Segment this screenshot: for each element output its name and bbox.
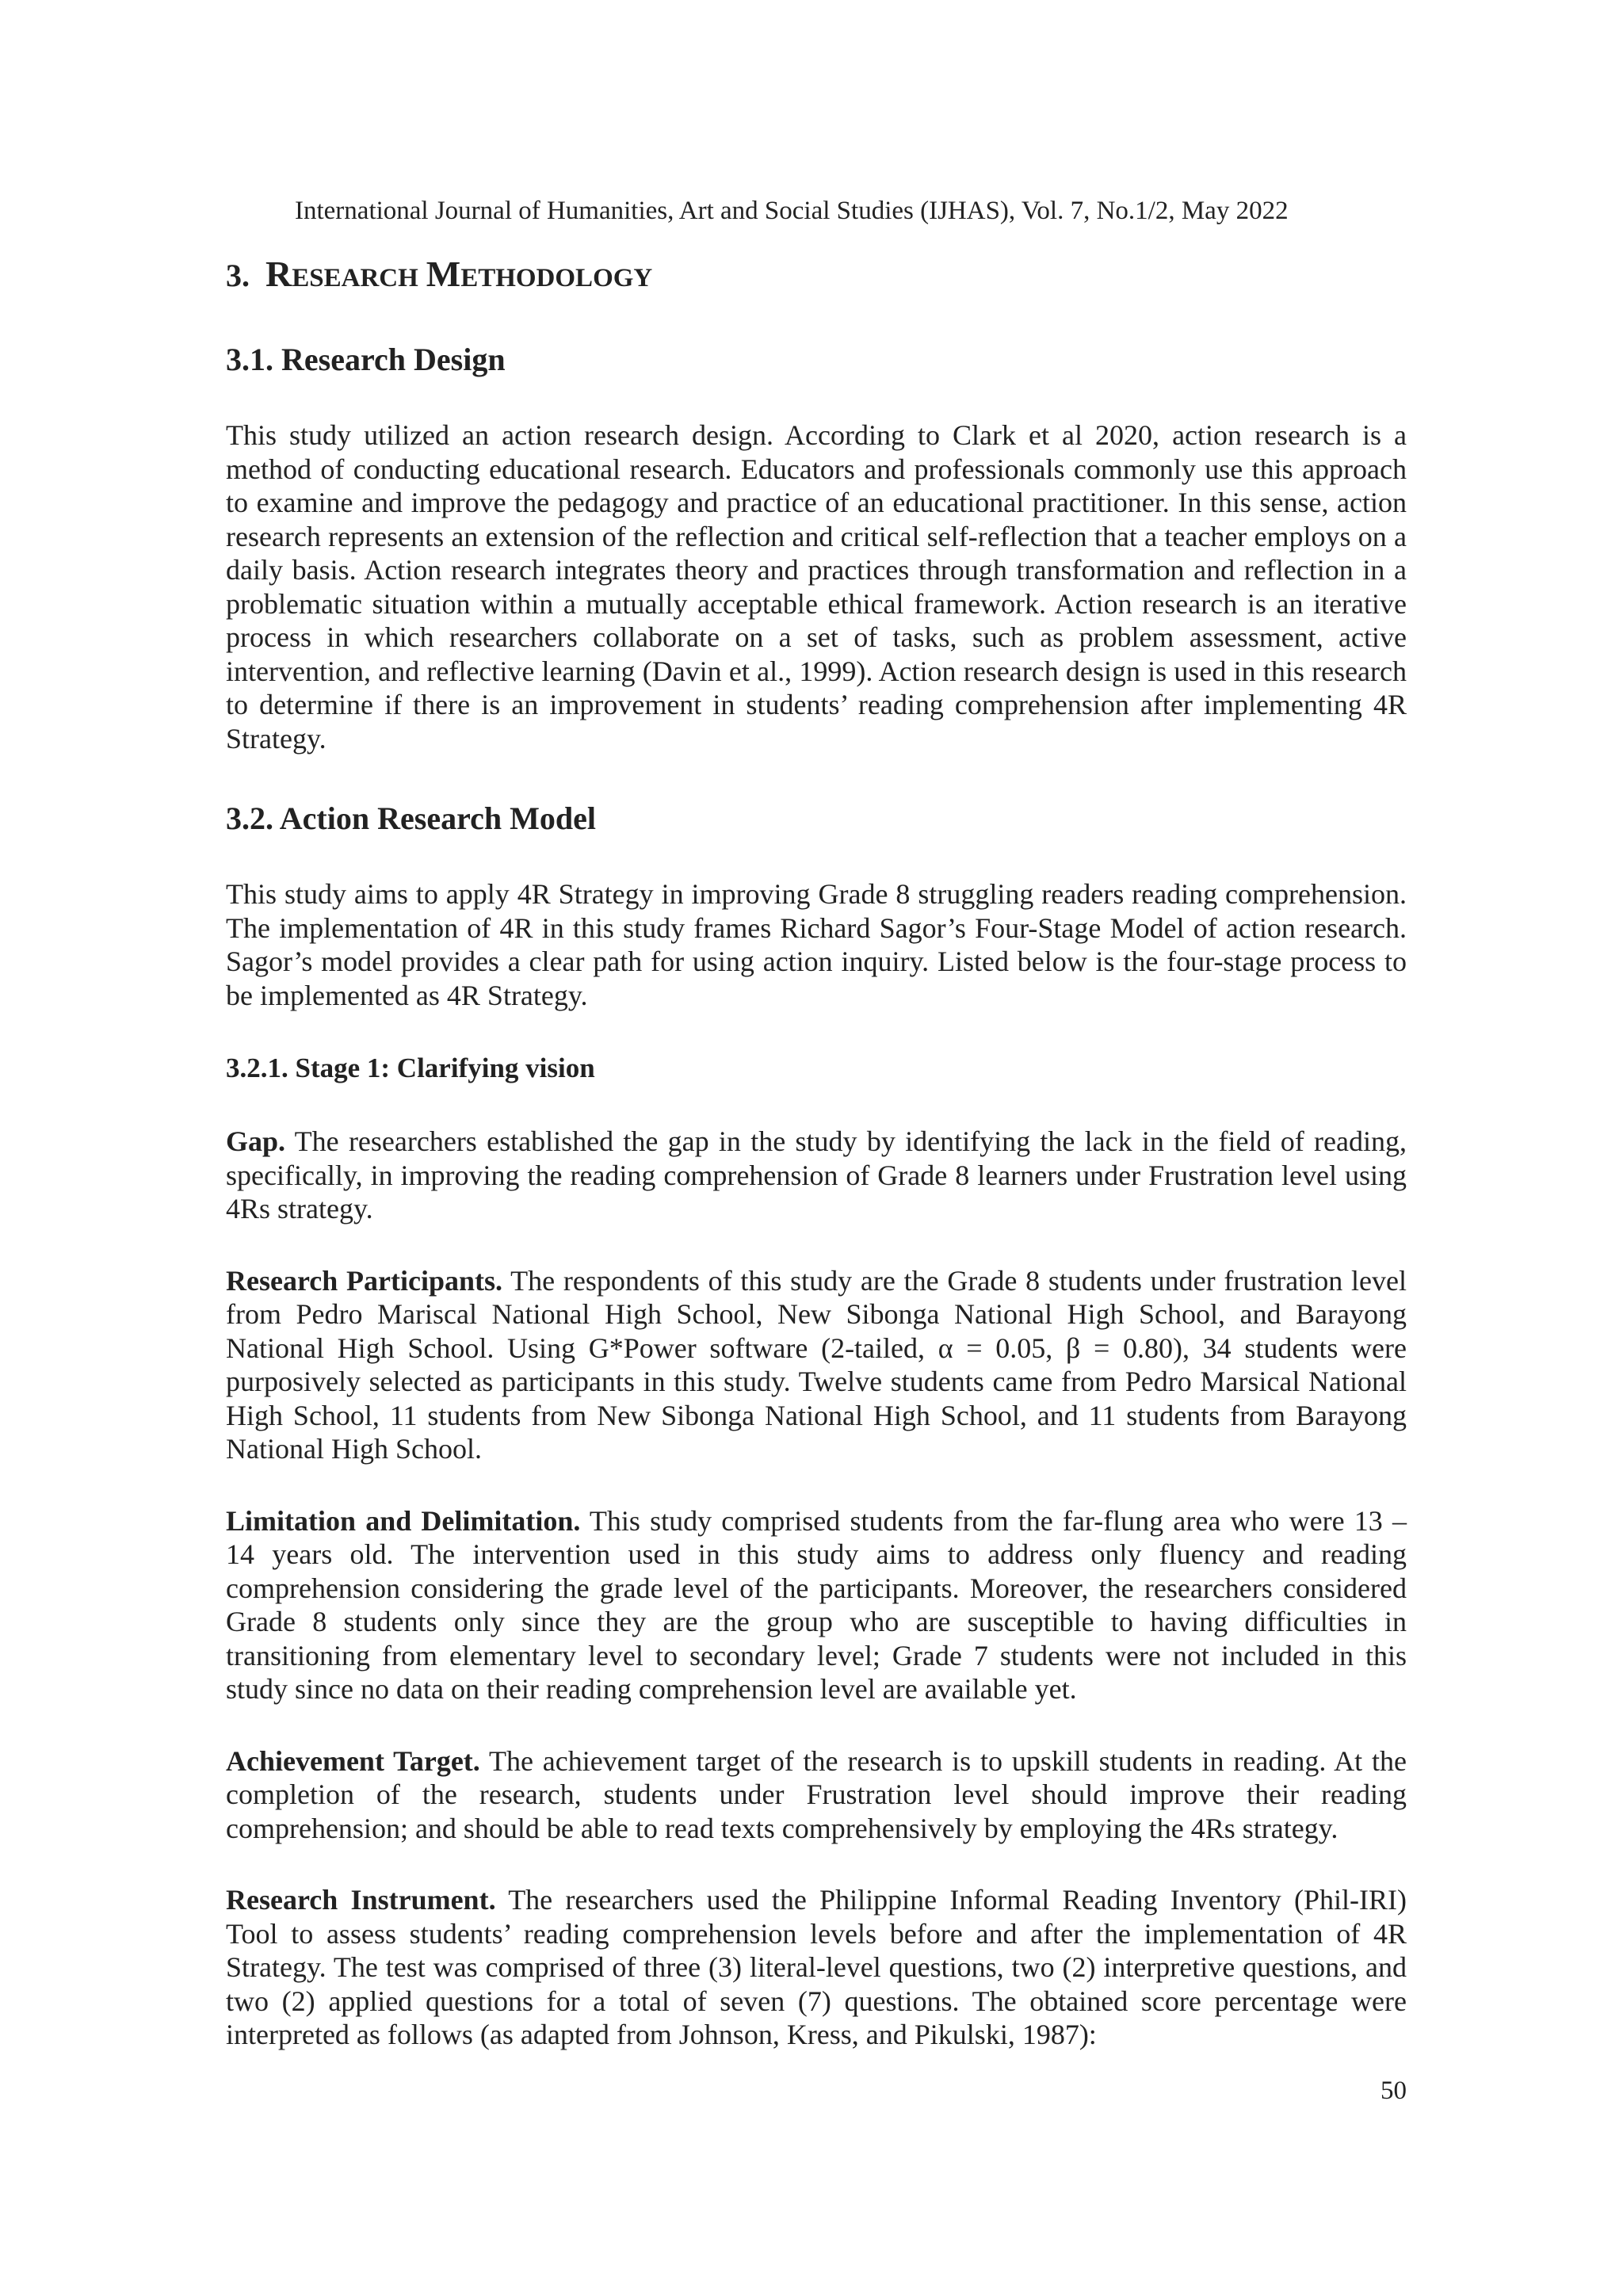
subsection-heading-3-1: 3.1. Research Design xyxy=(226,342,506,377)
section-heading xyxy=(226,252,1407,296)
paragraph-research-design: This study utilized an action research design. According to Clark et al 2020, action research is a method of conducting educational research. Educators and professionals commonly use this approach to examine and improve the pedagogy and practice of an educational practitioner. In this sense, action research represents an extension of the reflection and critical self-reflection that a teacher employs on a daily basis. Action research integrates theory and practices through transformation and reflection in a problematic situation within a mutually acceptable ethical framework. Action research is an iterative process in which researchers collaborate on a set of tasks, such as problem assessment, active intervention, and reflective learning (Davin et al., 1999). Action research design is used in this research to determine if there is an improvement in students’ reading comprehension after implementing 4R Strategy. xyxy=(226,419,1407,755)
paragraph-action-research-model: This study aims to apply 4R Strategy in improving Grade 8 struggling readers reading comprehension. The implementation of 4R in this study frames Richard Sagor’s Four-Stage Model of action research. Sagor’s model provides a clear path for using action inquiry. Listed below is the four-stage process to be implemented as 4R Strategy. xyxy=(226,878,1407,1011)
paragraph-research-instrument xyxy=(226,1883,1407,2052)
section-title-rest-2: ETHODOLOGY xyxy=(460,264,653,292)
gap-text: The researchers established the gap in the study by identifying the lack in the field of reading, specifically, in improving the reading comprehension of Grade 8 learners under Frustration level using 4Rs strategy. xyxy=(226,1125,1407,1224)
instrument-lead: Research Instrument. xyxy=(226,1884,496,1916)
paragraph-limitation xyxy=(226,1504,1407,1706)
instrument-text: The researchers used the Philippine Informal Reading Inventory (Phil-IRI) Tool to assess students’ reading comprehension levels before and after the implementation of 4R Strategy. The test was comprised of three (3) literal-level questions, two (2) interpretive questions, and two (2) applied questions for a total of seven (7) questions. The obtained score percentage were interpreted as follows (as adapted from Johnson, Kress, and Pikulski, 1987): xyxy=(226,1884,1407,2050)
main-content xyxy=(226,252,1407,2052)
limitation-text: This study comprised students from the far-flung area who were 13 – 14 years old. The intervention used in this study aims to address only fluency and reading comprehension considering the grade level of the participants. Moreover, the researchers considered Grade 8 students only since they are the group who are susceptible to having difficulties in transitioning from elementary level to secondary level; Grade 7 students were not included in this study since no data on their reading comprehension level are available yet. xyxy=(226,1504,1407,1705)
participants-text: The respondents of this study are the Grade 8 students under frustration level from Pedro Mariscal National High School, New Sibonga National High School, and Barayong National High School. Using G*Power software (2-tailed, α = 0.05, β = 0.80), 34 students were purposively selected as participants in this study. Twelve students came from Pedro Marsical National High School, 11 students from New Sibonga National High School, and 11 students from Barayong National High School. xyxy=(226,1264,1407,1465)
participants-lead: Research Participants. xyxy=(226,1264,503,1297)
page-number: 50 xyxy=(1381,2076,1407,2105)
limitation-lead: Limitation and Delimitation. xyxy=(226,1504,581,1537)
subsection-heading-3-2: 3.2. Action Research Model xyxy=(226,800,596,836)
subsubsection-heading-3-2-1: 3.2.1. Stage 1: Clarifying vision xyxy=(226,1052,595,1083)
paragraph-achievement-target xyxy=(226,1744,1407,1846)
running-header: International Journal of Humanities, Art and Social Studies (IJHAS), Vol. 7, No.1/2, May 2022 xyxy=(295,197,1289,225)
paragraph-gap xyxy=(226,1125,1407,1226)
section-title-initial-r: R xyxy=(265,254,292,294)
achievement-lead: Achievement Target. xyxy=(226,1744,480,1777)
achievement-text: The achievement target of the research is to upskill students in reading. At the completion of the research, students under Frustration level should improve their reading comprehension; and should be able to read texts comprehensively by employing the 4Rs strategy. xyxy=(226,1744,1407,1844)
section-title-rest-1: ESEARCH xyxy=(292,264,418,292)
section-title-initial-m: M xyxy=(426,254,461,294)
paragraph-research-participants xyxy=(226,1264,1407,1466)
gap-lead: Gap. xyxy=(226,1125,286,1157)
section-number: 3. xyxy=(226,258,250,293)
